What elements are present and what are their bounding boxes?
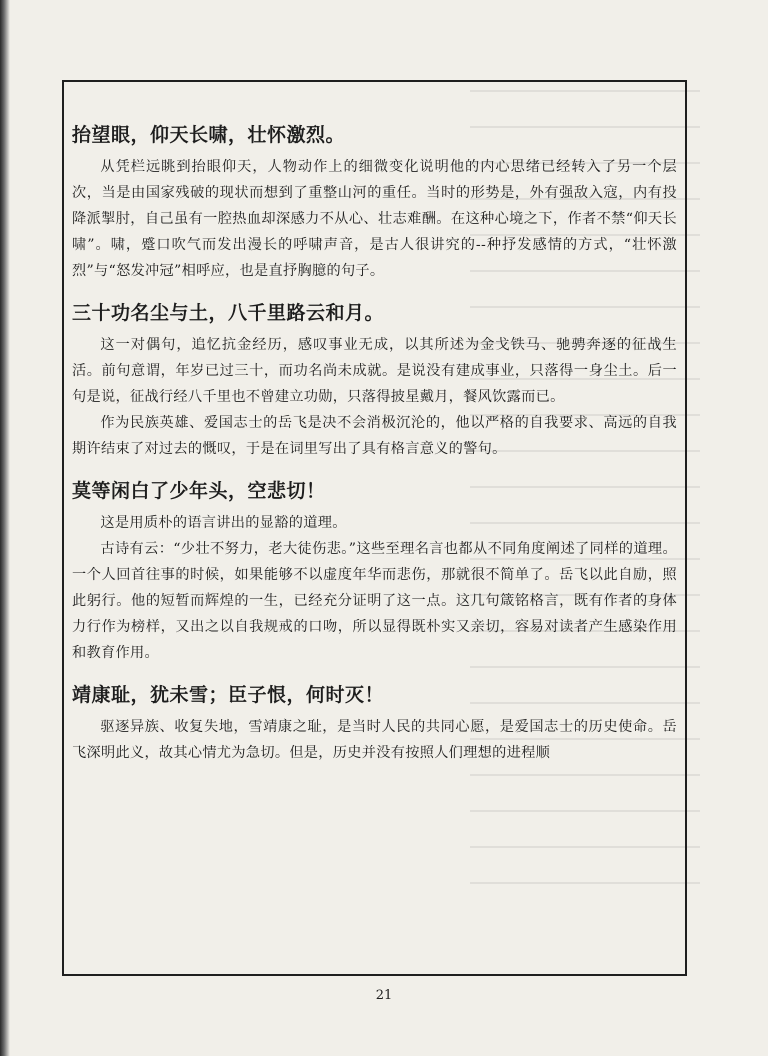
page-content bbox=[72, 120, 677, 776]
section-heading: 抬望眼，仰天长啸，壮怀激烈。 bbox=[72, 124, 346, 146]
section-heading: 莫等闲白了少年头，空悲切！ bbox=[72, 480, 326, 502]
paragraph: 古诗有云：“少壮不努力，老大徒伤悲。”这些至理名言也都从不同角度阐述了同样的道理。一个人回首往事的时候，如果能够不以虚度年华而悲伤，那就很不简单了。岳飞以此自励，照此躬行。他的短暂而辉煌的一生，已经充分证明了这一点。这几句箴铭格言，既有作者的身体力行作为榜样，又出之以自我规戒的口吻，所以显得既朴实又亲切，容易对读者产生感染作用和教育作用。 bbox=[72, 541, 677, 661]
paragraph: 驱逐异族、收复失地，雪靖康之耻，是当时人民的共同心愿，是爱国志士的历史使命。岳飞深明此义，故其心情尤为急切。但是，历史并没有按照人们理想的进程顺 bbox=[72, 719, 677, 761]
section-4 bbox=[72, 680, 677, 766]
page-number: 21 bbox=[375, 988, 393, 1003]
section-1 bbox=[72, 120, 677, 284]
paragraph: 这一对偶句，追忆抗金经历，感叹事业无成，以其所述为金戈铁马、驰骋奔逐的征战生活。前句意谓，年岁已过三十，而功名尚未成就。是说没有建成事业，只落得一身尘土。后一句是说，征战行经八千里也不曾建立功勋，只落得披星戴月，餐风饮露而已。 bbox=[72, 337, 677, 405]
section-3 bbox=[72, 476, 677, 666]
section-2 bbox=[72, 298, 677, 462]
paragraph: 作为民族英雄、爱国志士的岳飞是决不会消极沉沦的，他以严格的自我要求、高远的自我期许结束了对过去的慨叹，于是在词里写出了具有格言意义的警句。 bbox=[72, 415, 677, 457]
section-heading: 三十功名尘与土，八千里路云和月。 bbox=[72, 302, 385, 324]
paragraph: 这是用质朴的语言讲出的显豁的道理。 bbox=[100, 515, 347, 531]
section-heading: 靖康耻，犹未雪；臣子恨，何时灭！ bbox=[72, 684, 385, 706]
scan-shadow bbox=[0, 0, 10, 1056]
paragraph: 从凭栏远眺到抬眼仰天，人物动作上的细微变化说明他的内心思绪已经转入了另一个层次，当是由国家残破的现状而想到了重整山河的重任。当时的形势是，外有强敌入寇，内有投降派掣肘，自己虽有一腔热血却深感力不从心、壮志难酬。在这种心境之下，作者不禁“仰天长啸”。啸，蹙口吹气而发出漫长的呼啸声音，是古人很讲究的--种抒发感情的方式，“壮怀激烈”与“怒发冲冠”相呼应，也是直抒胸臆的句子。 bbox=[72, 159, 677, 279]
